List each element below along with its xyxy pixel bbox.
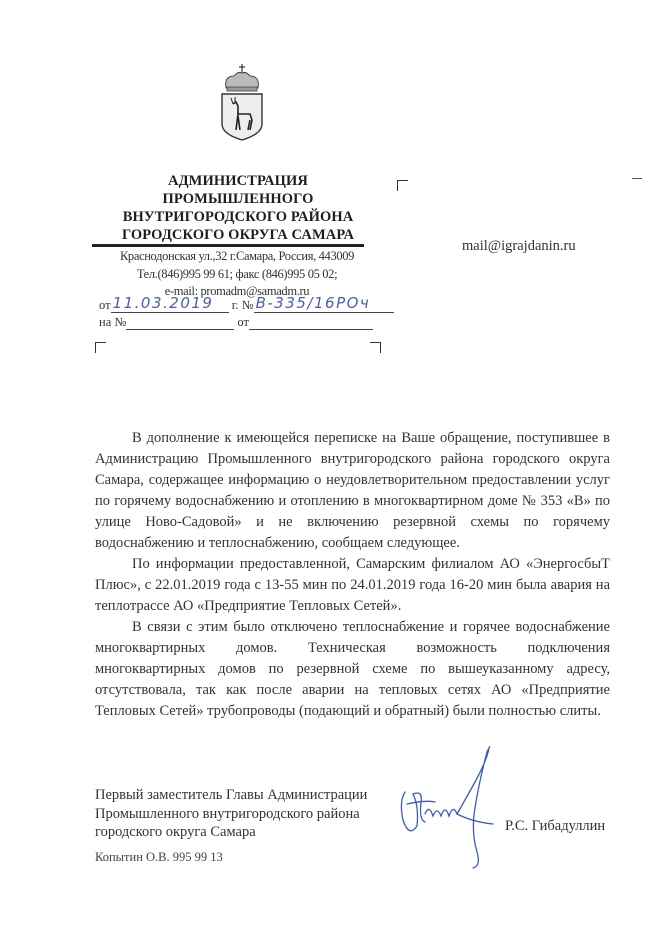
ref-from-label: от — [99, 298, 111, 312]
reply-from-label: от — [237, 315, 249, 329]
signer-name: Р.С. Гибадуллин — [505, 818, 606, 834]
paragraph-text: В связи с этим было отключено теплоснабжение и горячее водоснабжение многоквартирных домов. Техническая возможность подключения многоквартирных домов по резервной схеме по вышеуказанному адресу, отсутствовала, так как после аварии на тепловых сетях АО «Предприятие Тепловых Сетей» трубопроводы (подающий и обратный) были полностью слиты. — [95, 619, 610, 719]
address-line: e-mail: promadm@samadm.ru — [164, 284, 310, 298]
coat-of-arms-emblem — [216, 62, 268, 142]
reply-number-field — [126, 315, 234, 330]
outgoing-reference — [99, 294, 394, 313]
position-line: Первый заместитель Главы Администрации — [95, 787, 368, 803]
ref-number-label: № — [241, 298, 254, 312]
org-line: АДМИНИСТРАЦИЯ — [168, 173, 308, 189]
org-line: ГОРОДСКОГО ОКРУГА САМАРА — [121, 227, 355, 243]
corner-mark — [370, 342, 381, 353]
header-divider — [92, 244, 364, 247]
body-paragraph — [95, 554, 610, 617]
address-line: Краснодонская ул.,32 г.Самара, Россия, 443009 — [119, 249, 355, 263]
position-line: городского округа Самара — [95, 824, 256, 840]
corner-mark — [397, 180, 408, 191]
reply-date-field — [249, 315, 373, 330]
handwritten-signature — [395, 742, 505, 870]
ref-number-field — [254, 294, 394, 313]
address-line: Тел.(846)995 99 61; факс (846)995 05 02; — [136, 266, 338, 281]
ref-date-field — [111, 294, 229, 313]
organization-address — [92, 248, 382, 301]
signature-icon — [395, 742, 505, 870]
org-line: ВНУТРИГОРОДСКОГО РАЙОНА — [122, 209, 354, 225]
org-line: ПРОМЫШЛЕННОГО — [162, 191, 314, 207]
corner-mark — [632, 178, 642, 179]
incoming-reference — [99, 315, 373, 330]
paragraph-text: В дополнение к имеющейся переписке на Ваше обращение, поступившее в Администрацию Промышленного внутригородского района городского округа Самара, содержащее информацию о неудовлетворительном предоставлении услуг по горячему водоснабжению и отоплению в многоквартирном доме № 353 «В» по улице Ново-Садовой» и не включению резервной схемы по горячему водоснабжению и теплоснабжению, сообщаем следующее. — [95, 430, 610, 551]
recipient-email: mail@igrajdanin.ru — [462, 238, 576, 254]
body-paragraph — [95, 617, 610, 722]
reply-to-label: на № — [99, 315, 127, 329]
executor-contact: Копытин О.В. 995 99 13 — [95, 850, 223, 864]
samara-coat-of-arms-icon — [216, 62, 268, 142]
ref-number-handwritten: В-335/16РОч — [255, 294, 371, 312]
ref-year-suffix: г. — [231, 298, 239, 312]
organization-name — [100, 172, 376, 244]
corner-mark — [95, 342, 106, 353]
position-line: Промышленного внутригородского района — [95, 805, 360, 822]
ref-date-handwritten: 11.03.2019 — [112, 294, 214, 312]
signatory-position — [95, 786, 367, 842]
body-paragraph — [95, 428, 610, 554]
paragraph-text: По информации предоставленной, Самарским филиалом АО «ЭнергосбыТ Плюс», с 22.01.2019 года с 13-55 мин по 24.01.2019 года 16-20 мин была авария на теплотрассе АО «Предприятие Тепловых Сетей». — [95, 556, 610, 614]
